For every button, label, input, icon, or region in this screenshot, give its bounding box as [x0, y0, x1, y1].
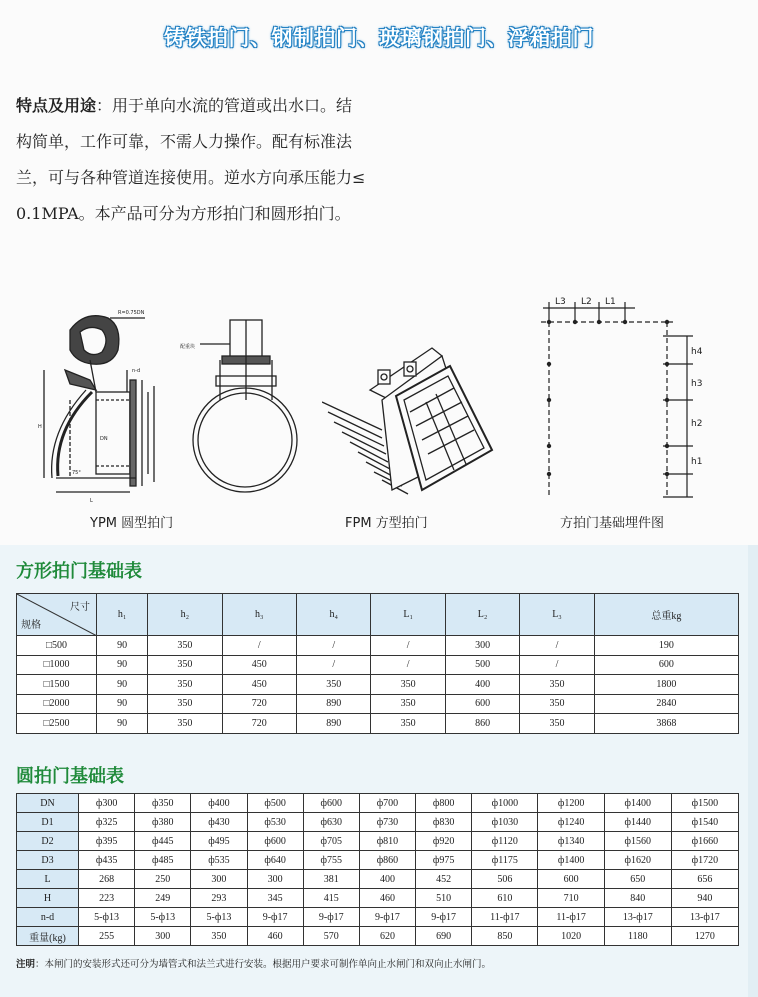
table-cell: 350: [371, 675, 445, 695]
table-cell: 720: [222, 714, 296, 734]
embed-parts-drawing: [535, 292, 715, 512]
table-cell: /: [371, 655, 445, 675]
table-cell: 350: [520, 675, 594, 695]
table-cell: ф1175: [472, 851, 538, 870]
table-cell: ф1400: [538, 851, 604, 870]
table-cell: 350: [520, 714, 594, 734]
table-cell: ф860: [359, 851, 415, 870]
table-cell: ф380: [135, 813, 191, 832]
table-cell: 610: [472, 889, 538, 908]
table-cell: 1020: [538, 927, 604, 946]
table-cell: ф705: [303, 832, 359, 851]
table-cell: ф445: [135, 832, 191, 851]
table-row: [17, 636, 739, 656]
fpm-caption: FPM 方型拍门: [345, 516, 428, 531]
table-row: [17, 675, 739, 695]
table-cell: /: [520, 636, 594, 656]
table-cell: 720: [222, 694, 296, 714]
round-gate-table: [16, 793, 739, 946]
table-cell: 90: [97, 694, 148, 714]
table-cell: ф350: [135, 794, 191, 813]
col-header: h₄: [297, 594, 371, 636]
table-cell: ф640: [247, 851, 303, 870]
table-cell: 3868: [594, 714, 738, 734]
table-cell: ф325: [79, 813, 135, 832]
table-cell: 90: [97, 714, 148, 734]
table-cell: 656: [671, 870, 738, 889]
col-header: L₃: [520, 594, 594, 636]
row-header-cell: D3: [17, 851, 79, 870]
side-strip: [748, 545, 758, 997]
table-cell: 500: [445, 655, 519, 675]
row-spec-cell: □500: [17, 636, 97, 656]
row-header-cell: D2: [17, 832, 79, 851]
table-cell: ф1340: [538, 832, 604, 851]
svg-text:DN: DN: [100, 436, 108, 442]
table-row: [17, 813, 739, 832]
table-cell: 460: [359, 889, 415, 908]
table-row: [17, 794, 739, 813]
table-cell: ф1200: [538, 794, 604, 813]
table-cell: ф500: [247, 794, 303, 813]
table-row: [17, 714, 739, 734]
intro-line-4: 0.1MPA。本产品可分为方形拍门和圆形拍门。: [16, 204, 351, 223]
table-cell: 9-ф17: [303, 908, 359, 927]
table-cell: 350: [148, 655, 222, 675]
table-cell: 223: [79, 889, 135, 908]
table-cell: 300: [135, 927, 191, 946]
table-cell: 350: [371, 694, 445, 714]
row-spec-cell: □2000: [17, 694, 97, 714]
svg-text:L: L: [90, 498, 93, 504]
table-cell: /: [297, 655, 371, 675]
table-cell: ф1440: [604, 813, 671, 832]
table-cell: 350: [148, 675, 222, 695]
table-row: [17, 870, 739, 889]
table-cell: ф1660: [671, 832, 738, 851]
table-cell: 350: [297, 675, 371, 695]
table-cell: /: [222, 636, 296, 656]
table-cell: 9-ф17: [359, 908, 415, 927]
table-cell: 2840: [594, 694, 738, 714]
table-cell: 710: [538, 889, 604, 908]
table-cell: 350: [148, 714, 222, 734]
svg-text:L3: L3: [555, 297, 566, 307]
table-cell: ф495: [191, 832, 247, 851]
table-cell: 600: [445, 694, 519, 714]
table-cell: ф430: [191, 813, 247, 832]
table-cell: ф800: [416, 794, 472, 813]
intro-line-2: 构简单，工作可靠，不需人力操作。配有标准法: [16, 132, 353, 151]
table-cell: 381: [303, 870, 359, 889]
fpm-square-gate-drawing: [322, 330, 522, 510]
table-cell: ф1000: [472, 794, 538, 813]
svg-text:h1: h1: [691, 457, 703, 467]
col-header: L₁: [371, 594, 445, 636]
table-cell: 350: [148, 636, 222, 656]
table-cell: ф975: [416, 851, 472, 870]
svg-text:R=0.75DN: R=0.75DN: [118, 310, 145, 316]
table-cell: 650: [604, 870, 671, 889]
table-cell: 350: [520, 694, 594, 714]
table-cell: 570: [303, 927, 359, 946]
row-header-cell: H: [17, 889, 79, 908]
table-cell: 1270: [671, 927, 738, 946]
table-cell: 1180: [604, 927, 671, 946]
svg-text:L2: L2: [581, 297, 592, 307]
round-table-title: 圆拍门基础表: [16, 766, 124, 787]
table-cell: 400: [445, 675, 519, 695]
table-row: [17, 694, 739, 714]
table-cell: 90: [97, 675, 148, 695]
table-cell: ф1400: [604, 794, 671, 813]
footnote: 注明：本闸门的安装形式还可分为墙管式和法兰式进行安装。根据用户要求可制作单向止水闸门和双向止水闸门。: [16, 959, 492, 970]
table-cell: ф755: [303, 851, 359, 870]
table-cell: ф300: [79, 794, 135, 813]
ypm-caption: YPM 圆型拍门: [90, 516, 174, 531]
table-cell: 250: [135, 870, 191, 889]
table-cell: ф395: [79, 832, 135, 851]
intro-keyword: 特点及用途: [16, 96, 97, 115]
table-cell: ф530: [247, 813, 303, 832]
row-spec-cell: □1000: [17, 655, 97, 675]
intro-line-1: 特点及用途：用于单向水流的管道或出水口。结: [16, 96, 353, 115]
table-cell: 415: [303, 889, 359, 908]
table-cell: 890: [297, 714, 371, 734]
table-cell: 460: [247, 927, 303, 946]
intro-line-3: 兰，可与各种管道连接使用。逆水方向承压能力≤: [16, 168, 366, 187]
col-header: 总重kg: [594, 594, 738, 636]
table-cell: ф830: [416, 813, 472, 832]
table-cell: /: [297, 636, 371, 656]
table-cell: 293: [191, 889, 247, 908]
table-cell: 11-ф17: [472, 908, 538, 927]
table-row: [17, 927, 739, 946]
table-cell: ф1240: [538, 813, 604, 832]
col-header: h₃: [222, 594, 296, 636]
table-cell: 1800: [594, 675, 738, 695]
table-cell: ф1560: [604, 832, 671, 851]
table-cell: 350: [371, 714, 445, 734]
svg-text:75°: 75°: [72, 470, 81, 476]
table-row: [17, 655, 739, 675]
col-header: h₂: [148, 594, 222, 636]
embed-caption: 方拍门基础埋件图: [560, 516, 665, 531]
table-cell: 350: [191, 927, 247, 946]
table-cell: /: [371, 636, 445, 656]
square-table-title: 方形拍门基础表: [16, 561, 142, 582]
row-header-cell: 重量(kg): [17, 927, 79, 946]
table-cell: ф1720: [671, 851, 738, 870]
svg-text:H: H: [38, 424, 42, 430]
table-cell: 13-ф17: [671, 908, 738, 927]
row-spec-cell: □1500: [17, 675, 97, 695]
table-cell: 268: [79, 870, 135, 889]
corner-header: 尺寸 规格: [17, 594, 97, 636]
table-cell: 350: [148, 694, 222, 714]
table-cell: 940: [671, 889, 738, 908]
table-cell: ф1500: [671, 794, 738, 813]
table-cell: ф600: [303, 794, 359, 813]
table-cell: 11-ф17: [538, 908, 604, 927]
table-cell: 9-ф17: [416, 908, 472, 927]
table-row: [17, 851, 739, 870]
row-header-cell: n-d: [17, 908, 79, 927]
intro-paragraph: [16, 88, 416, 232]
table-cell: 300: [445, 636, 519, 656]
table-cell: /: [520, 655, 594, 675]
table-cell: 450: [222, 675, 296, 695]
table-cell: 600: [594, 655, 738, 675]
square-gate-table: [16, 593, 739, 734]
table-cell: 13-ф17: [604, 908, 671, 927]
row-header-cell: L: [17, 870, 79, 889]
svg-text:L1: L1: [605, 297, 616, 307]
table-cell: 5-ф13: [79, 908, 135, 927]
table-cell: 506: [472, 870, 538, 889]
svg-text:h3: h3: [691, 379, 703, 389]
table-cell: ф1540: [671, 813, 738, 832]
table-cell: ф920: [416, 832, 472, 851]
table-cell: 890: [297, 694, 371, 714]
col-header: L₂: [445, 594, 519, 636]
table-cell: 840: [604, 889, 671, 908]
table-cell: 345: [247, 889, 303, 908]
table-cell: 690: [416, 927, 472, 946]
table-cell: 9-ф17: [247, 908, 303, 927]
table-cell: 5-ф13: [135, 908, 191, 927]
table-row: [17, 908, 739, 927]
table-cell: 850: [472, 927, 538, 946]
row-header-cell: D1: [17, 813, 79, 832]
table-row: [17, 889, 739, 908]
table-cell: 510: [416, 889, 472, 908]
table-cell: ф1620: [604, 851, 671, 870]
table-cell: 400: [359, 870, 415, 889]
svg-text:n-d: n-d: [132, 368, 141, 374]
table-cell: ф400: [191, 794, 247, 813]
table-cell: ф1030: [472, 813, 538, 832]
table-cell: ф810: [359, 832, 415, 851]
svg-text:h4: h4: [691, 347, 703, 357]
table-cell: 300: [191, 870, 247, 889]
table-cell: 860: [445, 714, 519, 734]
table-cell: ф435: [79, 851, 135, 870]
table-cell: ф600: [247, 832, 303, 851]
table-cell: 452: [416, 870, 472, 889]
table-cell: ф630: [303, 813, 359, 832]
table-cell: 450: [222, 655, 296, 675]
table-cell: ф730: [359, 813, 415, 832]
col-header: h₁: [97, 594, 148, 636]
row-spec-cell: □2500: [17, 714, 97, 734]
table-cell: 255: [79, 927, 135, 946]
table-cell: 5-ф13: [191, 908, 247, 927]
table-cell: 90: [97, 636, 148, 656]
table-cell: 249: [135, 889, 191, 908]
table-cell: 600: [538, 870, 604, 889]
svg-text:h2: h2: [691, 419, 703, 429]
table-cell: ф485: [135, 851, 191, 870]
svg-text:配重块: 配重块: [180, 344, 196, 350]
page-title: 铸铁拍门、钢制拍门、玻璃钢拍门、浮箱拍门: [164, 26, 594, 50]
table-cell: ф535: [191, 851, 247, 870]
row-header-cell: DN: [17, 794, 79, 813]
table-cell: 90: [97, 655, 148, 675]
ypm-round-gate-drawing: [30, 300, 330, 510]
table-row: [17, 832, 739, 851]
table-cell: ф700: [359, 794, 415, 813]
table-cell: 300: [247, 870, 303, 889]
table-cell: 190: [594, 636, 738, 656]
table-cell: 620: [359, 927, 415, 946]
table-cell: ф1120: [472, 832, 538, 851]
